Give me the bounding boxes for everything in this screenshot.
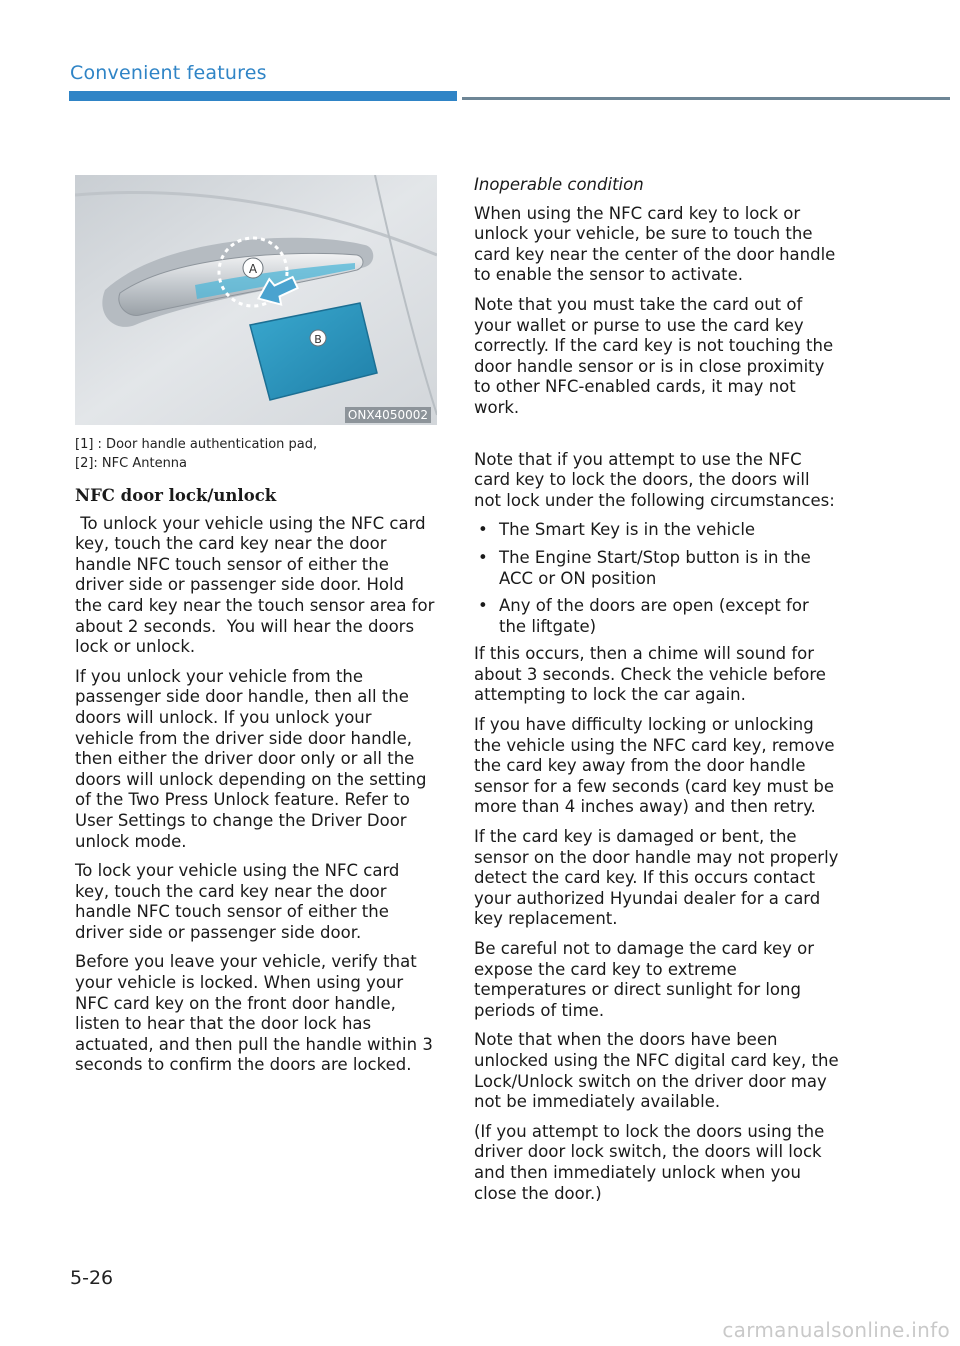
figure-captions (75, 435, 435, 473)
header-rule (462, 97, 950, 100)
caption-line: [1] : Door handle authentication pad, (75, 437, 318, 452)
paragraph: If you have difficulty locking or unlocking the vehicle using the NFC card key, remove the card key away from the door handle sensor for a few seconds (card key must be more than 4 inches away) and then retry. (474, 715, 835, 817)
paragraph: Be careful not to damage the card key or expose the card key to extreme temperatures or direct sunlight for long periods of time. (474, 939, 815, 1020)
paragraph: Note that you must take the card out of your wallet or purse to use the card key correctly. If the card key is not touching the door handle sensor or is in close proximity to other NFC-enabled cards, it may not work. (474, 294, 834, 417)
list-item: • Any of the doors are open (except for the liftgate) (474, 596, 840, 637)
section-title: Convenient features (70, 62, 267, 84)
left-column (75, 486, 440, 1085)
page-number: 5-26 (70, 1267, 114, 1289)
paragraph: (If you attempt to lock the doors using the driver door lock switch, the doors will lock and then immediately unlock when you close the door.) (474, 1121, 825, 1203)
section-heading: NFC door lock/unlock (75, 486, 277, 505)
header-rule-accent (69, 91, 457, 101)
watermark: carmanualsonline.info (722, 1318, 950, 1342)
paragraph: To lock your vehicle using the NFC card key, touch the card key near the door handle NFC touch sensor of either the driver side or passenger side door. (75, 861, 400, 942)
marker-a: A (248, 262, 258, 276)
paragraph: If the card key is damaged or bent, the sensor on the door handle may not properly detect the card key. If this occurs contact your authorized Hyundai dealer for a card key replacement. (474, 827, 839, 929)
paragraph: If you unlock your vehicle from the passenger side door handle, then all the doors will unlock. If you unlock your vehicle from the driver side door handle, then either the driver door only or all the doors will unlock depending on the setting of the Two Press Unlock feature. Refer to User Settings to change the Driver Door unlock mode. (75, 666, 427, 851)
paragraph: Note that when the doors have been unlocked using the NFC digital card key, the Lock/Unlock switch on the driver door may not be immediately available. (474, 1030, 839, 1112)
figure-code: ONX4050002 (345, 407, 431, 423)
paragraph: To unlock your vehicle using the NFC card key, touch the card key near the door handle NFC touch sensor of either the driver side or passenger side door. Hold the card key near the touch sensor area for about 2 seconds. You will hear the doors lock or unlock. (75, 513, 440, 657)
door-handle-illustration (75, 175, 437, 425)
caption-line: [2]: NFC Antenna (75, 456, 188, 471)
condition-list (474, 520, 840, 637)
list-item: • The Engine Start/Stop button is in the ACC or ON position (474, 548, 840, 589)
paragraph: Before you leave your vehicle, verify that your vehicle is locked. When using your NFC card key on the front door handle, listen to hear that the door lock has actuated, and then pull the handle within 3 seconds to confirm the doors are locked. (75, 952, 433, 1075)
subheading: Inoperable condition (474, 175, 644, 194)
paragraph: Note that if you attempt to use the NFC card key to lock the doors, the doors will not lock under the following circumstances: (474, 449, 835, 510)
marker-b: B (314, 333, 322, 346)
paragraph: If this occurs, then a chime will sound for about 3 seconds. Check the vehicle before attempting to lock the car again. (474, 644, 826, 705)
right-column (474, 175, 840, 1213)
paragraph: When using the NFC card key to lock or unlock your vehicle, be sure to touch the card key near the center of the door handle to enable the sensor to activate. (474, 203, 836, 285)
list-item: • The Smart Key is in the vehicle (474, 520, 840, 541)
door-handle-figure (75, 175, 437, 425)
